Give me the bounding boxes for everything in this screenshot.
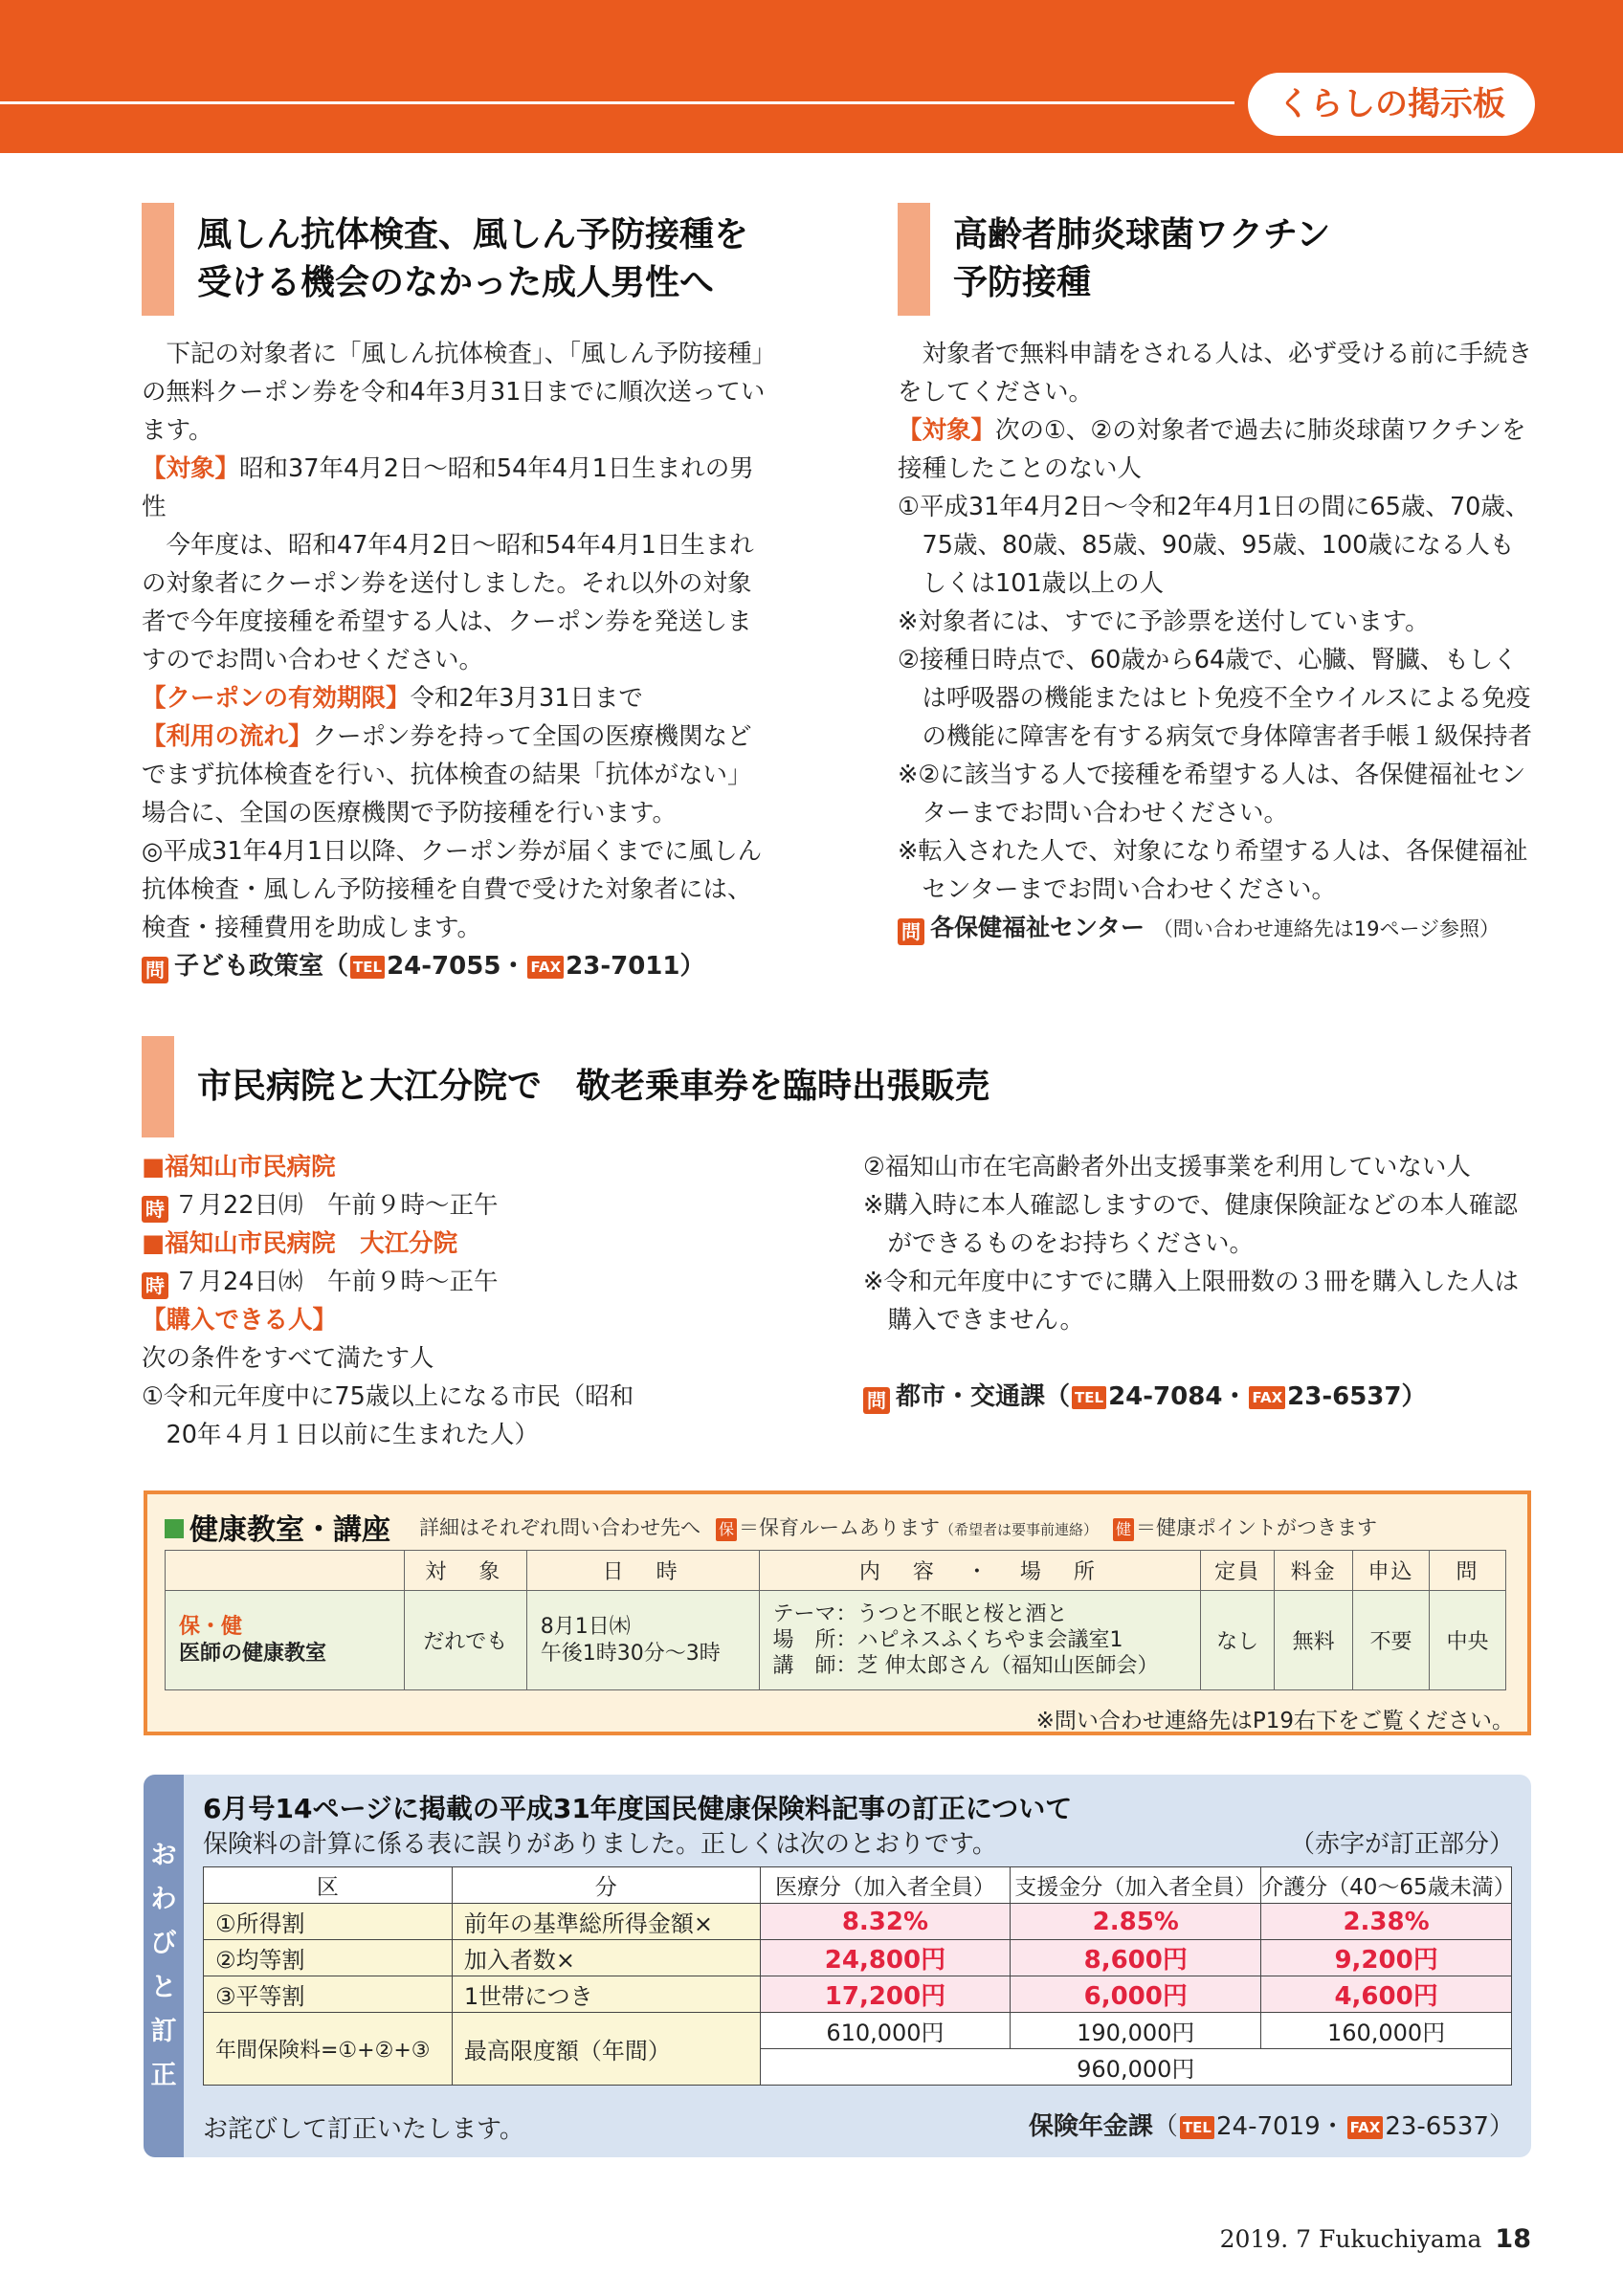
ticket-left bbox=[142, 1148, 831, 1454]
childcare-icon: 保 bbox=[716, 1518, 737, 1541]
header-divider bbox=[0, 101, 1234, 104]
health-ken-legend: 健 ＝健康ポイントがつきます bbox=[1113, 1512, 1377, 1541]
inquiry-icon: 問 bbox=[898, 918, 924, 945]
fax-icon: FAX bbox=[527, 956, 564, 979]
ticket-contact: 問 都市・交通課（ TEL 24-7084・ FAX 23-6537） bbox=[863, 1378, 1533, 1416]
tel-icon: TEL bbox=[1072, 1386, 1106, 1409]
pneumo-contact: 問 各保健福祉センター （問い合わせ連絡先は19ページ参照） bbox=[898, 909, 1534, 948]
green-square-icon bbox=[165, 1519, 184, 1538]
pneumo-body bbox=[898, 335, 1534, 948]
rubella-this-year: 今年度は、昭和47年4月2日～昭和54年4月1日生まれの対象者にクーポン券を送付しました。それ以外の対象者で今年度接種を希望する人は、クーポン券を発送しますのでお問い合わせください。 bbox=[142, 531, 754, 674]
apply-cell: 不要 bbox=[1353, 1591, 1430, 1690]
ticket-right bbox=[863, 1148, 1533, 1416]
col-header: 介護分（40～65歳未満） bbox=[1261, 1867, 1512, 1904]
health-classes-box bbox=[144, 1490, 1531, 1735]
time-icon: 時 bbox=[142, 1196, 168, 1223]
ticket-note1: ※購入時に本人確認しますので、健康保険証などの本人確認ができるものをお持ちください。 bbox=[863, 1191, 1518, 1258]
total-limit: 960,000円 bbox=[760, 2049, 1511, 2086]
section-badge: くらしの掲示板 bbox=[1248, 73, 1535, 136]
health-table bbox=[165, 1550, 1506, 1690]
datetime-cell: 8月1日㈭ 午後1時30分～3時 bbox=[526, 1591, 759, 1690]
rubella-intro: 下記の対象者に「風しん抗体検査」、「風しん予防接種」の無料クーポン券を令和4年3月31日までに順次送っています。 bbox=[142, 340, 766, 445]
ticket-date2: 時 ７月24日㈬ 午前９時～正午 bbox=[142, 1263, 831, 1301]
page-number: 18 bbox=[1495, 2224, 1531, 2254]
ticket-cond1: ①令和元年度中に75歳以上になる市民（昭和20年４月１日以前に生まれた人） bbox=[142, 1382, 634, 1449]
class-tags: 保・健 bbox=[179, 1614, 243, 1639]
page-footer bbox=[1220, 2224, 1531, 2254]
ticket-date1: 時 ７月22日㈪ 午前９時～正午 bbox=[142, 1186, 831, 1225]
table-row: ②均等割 加入者数× 24,800円 8,600円 9,200円 bbox=[204, 1940, 1512, 1976]
pneumo-item2: ②接種日時点で、60歳から64歳で、心臓、腎臓、もしくは呼吸器の機能またはヒト免疫不全ウイルスによる免疫の機能に障害を有する病気で身体障害者手帳１級保持者 bbox=[898, 646, 1533, 751]
rubella-title bbox=[142, 203, 792, 316]
health-foot-note: ※問い合わせ連絡先はP19右下をご覧ください。 bbox=[1035, 1709, 1514, 1733]
col-header: 問 bbox=[1430, 1551, 1506, 1591]
ticket-cond: 次の条件をすべて満たす人 bbox=[142, 1344, 434, 1373]
ticket-note2: ※令和元年度中にすでに購入上限冊数の３冊を購入した人は購入できません。 bbox=[863, 1268, 1520, 1335]
rubella-subsidy: ◎平成31年4月1日以降、クーポン券が届くまでに風しん抗体検査・風しん予防接種を自費で受けた対象者には、検査・接種費用を助成します。 bbox=[142, 837, 763, 942]
col-header: 内 容 ・ 場 所 bbox=[759, 1551, 1201, 1591]
col-header bbox=[166, 1551, 405, 1591]
fee-cell: 無料 bbox=[1275, 1591, 1353, 1690]
health-title: 健康教室・講座 bbox=[165, 1506, 390, 1548]
col-header: 区 bbox=[204, 1867, 453, 1904]
correction-sub-right: （赤字が訂正部分） bbox=[1289, 1830, 1514, 1859]
capacity-cell: なし bbox=[1201, 1591, 1275, 1690]
pneumo-target: 【対象】次の①、②の対象者で過去に肺炎球菌ワクチンを接種したことのない人 bbox=[898, 416, 1526, 483]
rubella-target: 【対象】昭和37年4月2日～昭和54年4月1日生まれの男性 bbox=[142, 454, 754, 521]
correction-foot: お詫びして訂正いたします。 bbox=[203, 2115, 524, 2144]
ticket-loc1: ■福知山市民病院 bbox=[142, 1153, 336, 1181]
rubella-contact: 問 子ども政策室（ TEL 24-7055・ FAX 23-7011） bbox=[142, 947, 773, 985]
col-header: 医療分（加入者全員） bbox=[760, 1867, 1011, 1904]
correction-side-label: お わ び と 訂 正 bbox=[144, 1775, 184, 2157]
fax-icon: FAX bbox=[1347, 2116, 1384, 2139]
col-header: 分 bbox=[452, 1867, 760, 1904]
rubella-flow: 【利用の流れ】クーポン券を持って全国の医療機関などでまず抗体検査を行い、抗体検査の結果「抗体がない」場合に、全国の医療機関で予防接種を行います。 bbox=[142, 722, 752, 828]
rubella-expiry: 【クーポンの有効期限】令和2年3月31日まで bbox=[142, 684, 643, 713]
ticket-buyer-label: 【購入できる人】 bbox=[142, 1306, 338, 1335]
col-header: 料金 bbox=[1275, 1551, 1353, 1591]
rubella-title-line2: 受ける機会のなかった成人男性へ bbox=[197, 263, 715, 302]
pneumo-title bbox=[898, 203, 1548, 316]
correction-title: 6月号14ページに掲載の平成31年度国民健康保険料記事の訂正について bbox=[203, 1793, 1073, 1824]
time-icon: 時 bbox=[142, 1272, 168, 1299]
correction-contact: 保険年金課（ TEL 24-7019・ FAX 23-6537） bbox=[1028, 2112, 1514, 2141]
class-name-cell bbox=[166, 1591, 405, 1690]
health-sub: 詳細はそれぞれ問い合わせ先へ bbox=[419, 1516, 700, 1539]
pneumo-title-line2: 予防接種 bbox=[953, 263, 1092, 302]
issue-label: 2019. 7 Fukuchiyama bbox=[1219, 2225, 1482, 2253]
class-name: 医師の健康教室 bbox=[179, 1641, 327, 1666]
tel-icon: TEL bbox=[1180, 2116, 1214, 2139]
content-cell: テーマ：うつと不眠と桜と酒と 場 所：ハピネスふくちやま会議室1 講 師：芝 伸太郎さん（福知山医師会） bbox=[759, 1591, 1201, 1690]
inquiry-icon: 問 bbox=[863, 1387, 890, 1414]
health-ho-legend: 保 ＝保育ルームあります（希望者は要事前連絡） bbox=[716, 1512, 1098, 1541]
table-header-row bbox=[166, 1551, 1506, 1591]
ticket-title-text: 市民病院と大江分院で 敬老乗車券を臨時出張販売 bbox=[197, 1067, 990, 1106]
ticket-loc2: ■福知山市民病院 大江分院 bbox=[142, 1229, 458, 1258]
col-header: 申込 bbox=[1353, 1551, 1430, 1591]
pneumo-title-line1: 高齢者肺炎球菌ワクチン bbox=[953, 215, 1331, 254]
tel-icon: TEL bbox=[350, 956, 385, 979]
contact-cell: 中央 bbox=[1430, 1591, 1506, 1690]
col-header: 日 時 bbox=[526, 1551, 759, 1591]
pneumo-item1: ①平成31年4月2日～令和2年4月1日の間に65歳、70歳、75歳、80歳、85歳、90歳、95歳、100歳になる人もしくは101歳以上の人 bbox=[898, 493, 1530, 598]
title-bar bbox=[142, 203, 174, 316]
table-row: 年間保険料=①+②+③ 最高限度額（年間） 610,000円 190,000円 160,000円 bbox=[204, 2013, 1512, 2049]
health-point-icon: 健 bbox=[1113, 1518, 1134, 1541]
table-row bbox=[166, 1591, 1506, 1690]
col-header: 定員 bbox=[1201, 1551, 1275, 1591]
correction-table bbox=[203, 1866, 1516, 2086]
title-bar bbox=[142, 1036, 174, 1137]
pneumo-note3: ※転入された人で、対象になり希望する人は、各保健福祉センターまでお問い合わせください。 bbox=[898, 837, 1528, 904]
ticket-title bbox=[142, 1036, 1529, 1137]
title-bar bbox=[898, 203, 930, 316]
table-row: ①所得割 前年の基準総所得金額× 8.32% 2.85% 2.38% bbox=[204, 1904, 1512, 1940]
inquiry-icon: 問 bbox=[142, 957, 168, 983]
fax-icon: FAX bbox=[1249, 1386, 1285, 1409]
correction-box bbox=[144, 1775, 1531, 2157]
pneumo-intro: 対象者で無料申請をされる人は、必ず受ける前に手続きをしてください。 bbox=[898, 340, 1533, 407]
table-header-row bbox=[204, 1867, 1512, 1904]
correction-sub: 保険料の計算に係る表に誤りがありました。正しくは次のとおりです。 bbox=[203, 1830, 997, 1859]
target-cell: だれでも bbox=[404, 1591, 526, 1690]
col-header: 対 象 bbox=[404, 1551, 526, 1591]
table-row: ③平等割 1世帯につき 17,200円 6,000円 4,600円 bbox=[204, 1976, 1512, 2013]
rubella-title-line1: 風しん抗体検査、風しん予防接種を bbox=[197, 215, 749, 254]
col-header: 支援金分（加入者全員） bbox=[1011, 1867, 1261, 1904]
health-head bbox=[165, 1506, 1392, 1548]
ticket-cond2: ②福知山市在宅高齢者外出支援事業を利用していない人 bbox=[863, 1153, 1471, 1181]
pneumo-note2: ※②に該当する人で接種を希望する人は、各保健福祉センターまでお問い合わせください。 bbox=[898, 761, 1526, 828]
pneumo-note1: ※対象者には、すでに予診票を送付しています。 bbox=[898, 607, 1430, 636]
rubella-body bbox=[142, 335, 773, 985]
